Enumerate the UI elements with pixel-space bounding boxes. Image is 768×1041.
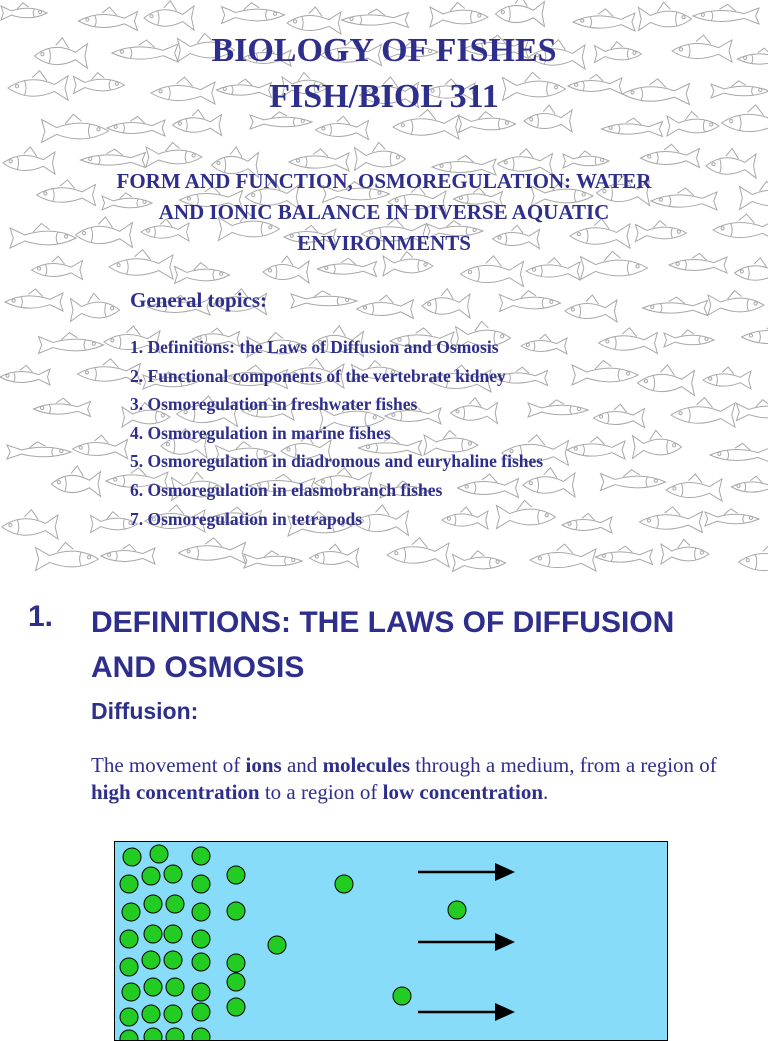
solute-particle xyxy=(227,902,245,920)
topic-item: 5. Osmoregulation in diadromous and euryhaline fishes xyxy=(130,447,543,476)
solute-particle xyxy=(268,936,286,954)
topic-item: 2. Functional components of the vertebrate kidney xyxy=(130,362,543,391)
solute-particle xyxy=(144,895,162,913)
definitions-slide xyxy=(0,578,768,1024)
topic-item: 7. Osmoregulation in tetrapods xyxy=(130,505,543,534)
subtitle-line: AND IONIC BALANCE IN DIVERSE AQUATIC xyxy=(40,197,728,228)
solute-particle xyxy=(142,951,160,969)
solute-particle xyxy=(227,954,245,972)
topic-list xyxy=(130,333,543,533)
arrow-right-icon xyxy=(418,933,515,951)
diffusion-heading: Diffusion: xyxy=(91,698,198,725)
solute-particle xyxy=(192,1028,210,1041)
definition-emphasis: molecules xyxy=(323,753,410,777)
solute-particle xyxy=(227,998,245,1016)
solute-particle xyxy=(142,867,160,885)
solute-particle xyxy=(166,978,184,996)
topic-item: 6. Osmoregulation in elasmobranch fishes xyxy=(130,476,543,505)
solute-particle xyxy=(393,987,411,1005)
solute-particle xyxy=(120,958,138,976)
solute-particle xyxy=(227,973,245,991)
topic-item: 3. Osmoregulation in freshwater fishes xyxy=(130,390,543,419)
arrow-right-icon xyxy=(418,1003,515,1021)
diffusion-diagram xyxy=(114,841,668,1041)
solute-particle xyxy=(164,925,182,943)
solute-particle xyxy=(166,895,184,913)
solute-particle xyxy=(144,925,162,943)
topic-item: 1. Definitions: the Laws of Diffusion and Osmosis xyxy=(130,333,543,362)
solute-particle xyxy=(448,901,466,919)
solute-particle xyxy=(120,1008,138,1026)
solute-particle xyxy=(192,983,210,1001)
topic-item: 4. Osmoregulation in marine fishes xyxy=(130,419,543,448)
solute-particle xyxy=(192,847,210,865)
arrow-right-icon xyxy=(418,863,515,881)
diffusion-diagram-canvas xyxy=(115,842,668,1041)
solute-particle xyxy=(164,1005,182,1023)
course-code: FISH/BIOL 311 xyxy=(0,76,768,118)
solute-particle xyxy=(164,865,182,883)
subtitle-line: ENVIRONMENTS xyxy=(40,228,728,259)
solute-particle xyxy=(144,978,162,996)
solute-particle xyxy=(227,866,245,884)
definition-emphasis: low concentration xyxy=(383,780,543,804)
solute-particle xyxy=(122,983,140,1001)
section-title: DEFINITIONS: THE LAWS OF DIFFUSION AND OSMOSIS xyxy=(91,600,731,690)
definition-text: to a region of xyxy=(260,780,383,804)
solute-particle xyxy=(192,930,210,948)
definition-text: and xyxy=(282,753,323,777)
solute-particle xyxy=(120,930,138,948)
solute-particle xyxy=(150,845,168,863)
solute-particle xyxy=(142,1005,160,1023)
topics-heading: General topics: xyxy=(130,288,267,313)
solute-particle xyxy=(192,953,210,971)
definition-emphasis: ions xyxy=(246,753,282,777)
lecture-subtitle xyxy=(40,166,728,259)
definition-text: . xyxy=(543,780,548,804)
diffusion-definition xyxy=(91,752,731,806)
course-title: BIOLOGY OF FISHES xyxy=(0,30,768,72)
solute-particle xyxy=(335,875,353,893)
solute-particle xyxy=(192,903,210,921)
definition-emphasis: high concentration xyxy=(91,780,260,804)
definition-text: through a medium, from a region of xyxy=(410,753,717,777)
solute-particle xyxy=(192,875,210,893)
section-number: 1. xyxy=(28,600,53,634)
definition-text: The movement of xyxy=(91,753,246,777)
subtitle-line: FORM AND FUNCTION, OSMOREGULATION: WATER xyxy=(40,166,728,197)
solute-particle xyxy=(164,951,182,969)
solute-particle xyxy=(144,1028,162,1041)
solute-particle xyxy=(122,903,140,921)
solute-particle xyxy=(123,848,141,866)
solute-particle xyxy=(120,1030,138,1041)
solute-particle xyxy=(166,1028,184,1041)
solute-particle xyxy=(120,875,138,893)
solute-particle xyxy=(192,1003,210,1021)
